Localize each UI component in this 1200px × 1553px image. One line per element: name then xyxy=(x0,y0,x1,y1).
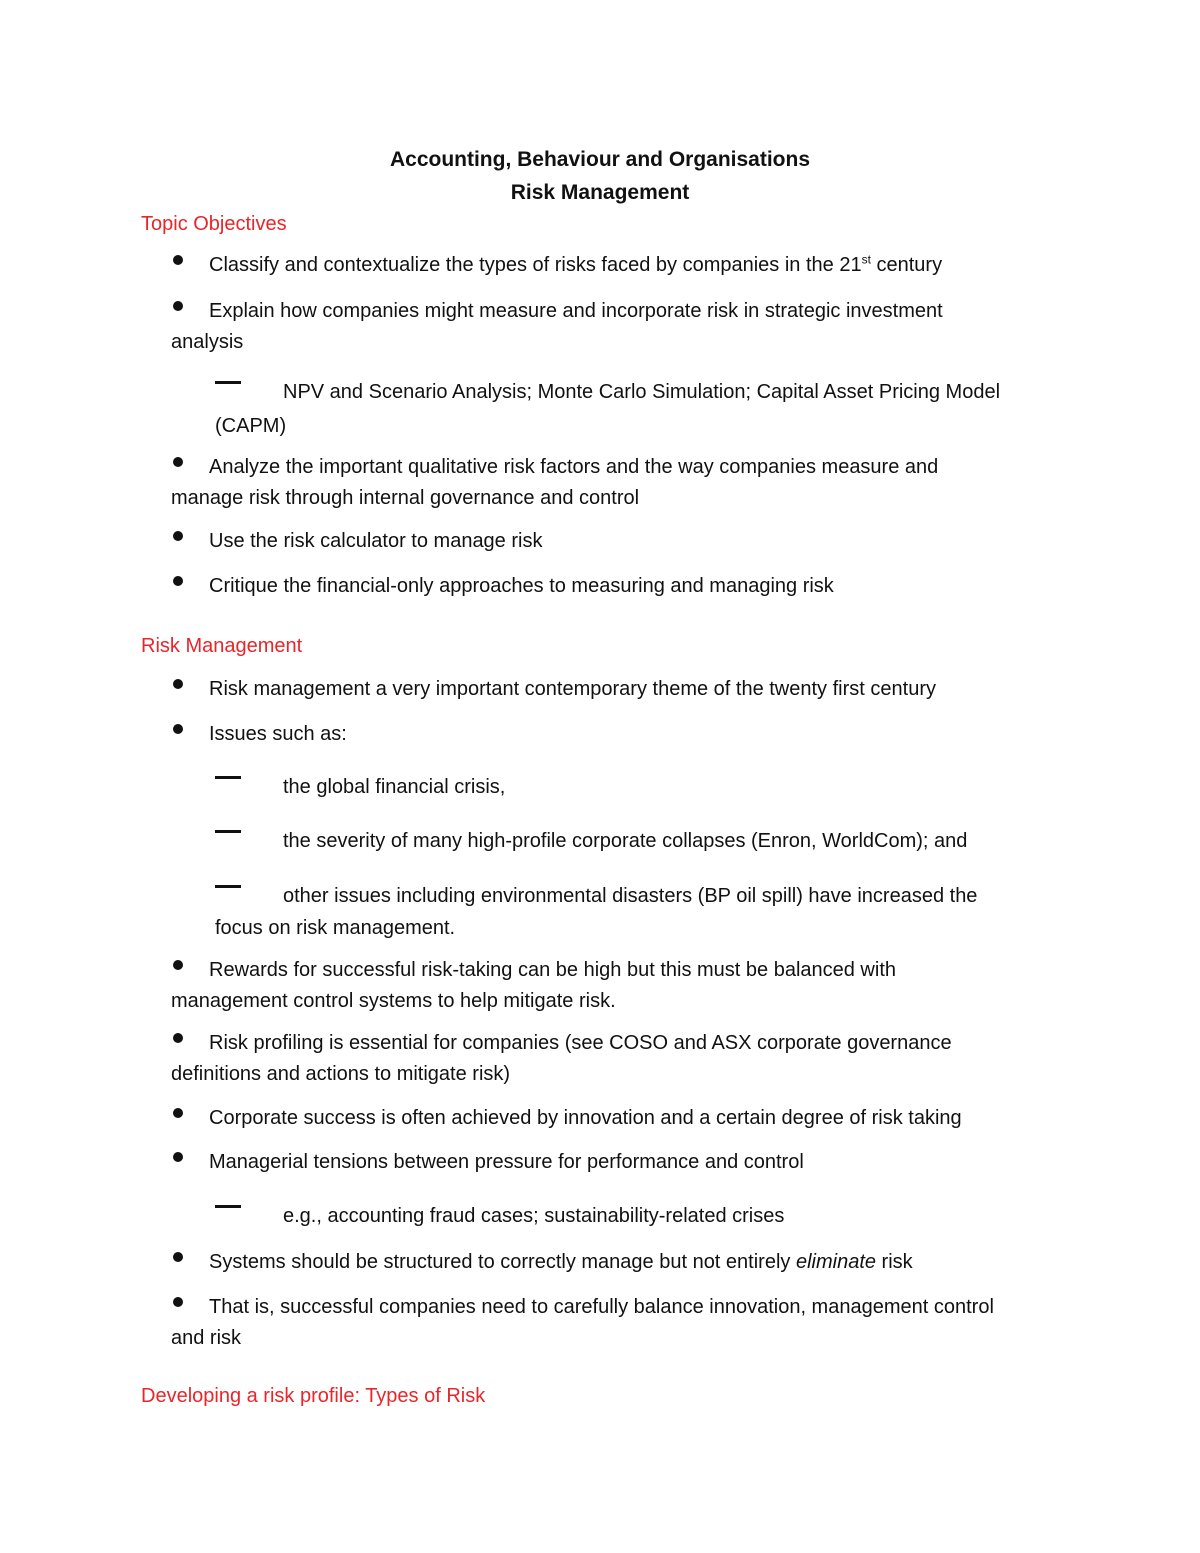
dash-icon xyxy=(215,1205,241,1208)
list-item-continuation: definitions and actions to mitigate risk) xyxy=(171,1063,511,1085)
bullet-icon xyxy=(173,679,183,689)
risk-profile-heading: Developing a risk profile: Types of Risk xyxy=(141,1385,486,1407)
bullet-icon xyxy=(173,255,183,265)
bullet-icon xyxy=(173,576,183,586)
sub-list-item: NPV and Scenario Analysis; Monte Carlo Simulation; Capital Asset Pricing Model xyxy=(215,376,1000,409)
document-title: Accounting, Behaviour and Organisations xyxy=(389,148,811,171)
dash-icon xyxy=(215,776,241,779)
sub-list-item: e.g., accounting fraud cases; sustainability-related crises xyxy=(215,1200,784,1233)
bullet-icon xyxy=(173,1252,183,1262)
dash-icon xyxy=(215,830,241,833)
list-item: Corporate success is often achieved by innovation and a certain degree of risk taking xyxy=(171,1103,962,1134)
list-item: Systems should be structured to correctly manage but not entirely eliminate risk xyxy=(171,1247,913,1278)
risk-management-heading: Risk Management xyxy=(141,635,303,657)
sub-list-item-continuation: (CAPM) xyxy=(215,415,287,437)
list-item-continuation: analysis xyxy=(171,331,244,353)
list-item-continuation: manage risk through internal governance and control xyxy=(171,487,640,509)
list-item: Risk management a very important contemporary theme of the twenty first century xyxy=(171,674,936,705)
topic-objectives-heading: Topic Objectives xyxy=(141,213,287,235)
bullet-icon xyxy=(173,1108,183,1118)
list-item: Managerial tensions between pressure for performance and control xyxy=(171,1147,804,1178)
sub-list-item: the severity of many high-profile corporate collapses (Enron, WorldCom); and xyxy=(215,825,967,858)
bullet-icon xyxy=(173,1297,183,1307)
bullet-icon xyxy=(173,301,183,311)
list-item: That is, successful companies need to carefully balance innovation, management control xyxy=(171,1292,994,1323)
bullet-icon xyxy=(173,457,183,467)
list-item: Issues such as: xyxy=(171,719,347,750)
list-item: Use the risk calculator to manage risk xyxy=(171,526,542,557)
list-item: Analyze the important qualitative risk factors and the way companies measure and xyxy=(171,452,938,483)
dash-icon xyxy=(215,885,241,888)
document-subtitle: Risk Management xyxy=(510,181,690,204)
bullet-icon xyxy=(173,1033,183,1043)
dash-icon xyxy=(215,381,241,384)
bullet-icon xyxy=(173,724,183,734)
bullet-icon xyxy=(173,531,183,541)
list-item: Explain how companies might measure and incorporate risk in strategic investment xyxy=(171,296,943,327)
bullet-icon xyxy=(173,960,183,970)
list-item: Rewards for successful risk-taking can be high but this must be balanced with xyxy=(171,955,896,986)
list-item-continuation: and risk xyxy=(171,1327,242,1349)
list-item: Classify and contextualize the types of risks faced by companies in the 21st century xyxy=(171,250,942,281)
sub-list-item: other issues including environmental disasters (BP oil spill) have increased the xyxy=(215,880,977,913)
list-item: Critique the financial-only approaches to measuring and managing risk xyxy=(171,571,834,602)
list-item: Risk profiling is essential for companies (see COSO and ASX corporate governance xyxy=(171,1028,952,1059)
list-item-continuation: management control systems to help mitigate risk. xyxy=(171,990,616,1012)
sub-list-item-continuation: focus on risk management. xyxy=(215,917,456,939)
sub-list-item: the global financial crisis, xyxy=(215,771,505,804)
bullet-icon xyxy=(173,1152,183,1162)
